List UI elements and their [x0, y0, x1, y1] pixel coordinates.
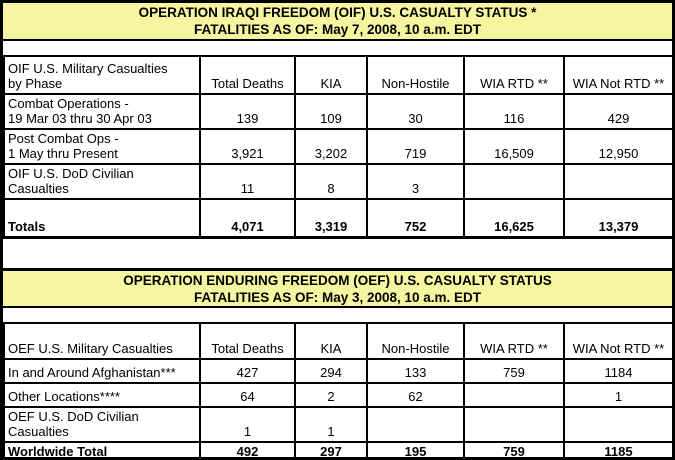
- column-header-non-hostile: Non-Hostile: [367, 323, 464, 359]
- column-header-total-deaths: Total Deaths: [200, 323, 295, 359]
- value-cell: 195: [367, 442, 464, 460]
- value-cell: 30: [367, 94, 464, 129]
- table-row-other-locations: [4, 383, 673, 407]
- value-cell: 3,921: [200, 129, 295, 164]
- value-cell: 2: [295, 383, 367, 407]
- column-header-kia: KIA: [295, 56, 367, 94]
- oef-header-band: [3, 268, 672, 308]
- value-cell: 3: [367, 164, 464, 199]
- value-cell: 759: [464, 442, 564, 460]
- row-label-worldwide-total: Worldwide Total: [4, 442, 200, 460]
- value-cell: 1: [295, 407, 367, 442]
- table-row-oif-civilian: [4, 164, 673, 199]
- oef-casualty-table: [3, 322, 674, 460]
- value-cell: 1: [564, 383, 673, 407]
- table-row-worldwide-total: [4, 442, 673, 460]
- value-cell: 11: [200, 164, 295, 199]
- oef-title: OPERATION ENDURING FREEDOM (OEF) U.S. CASUALTY STATUS: [123, 272, 552, 288]
- oif-casualty-table: [3, 55, 674, 239]
- column-header-wia-rtd: WIA RTD **: [464, 323, 564, 359]
- value-cell: 294: [295, 359, 367, 383]
- value-cell: 8: [295, 164, 367, 199]
- value-cell: [464, 383, 564, 407]
- oif-subtitle: FATALITIES AS OF: May 7, 2008, 10 a.m. EDT: [193, 22, 482, 37]
- spacer: [3, 41, 672, 55]
- column-header-wia-rtd: WIA RTD **: [464, 56, 564, 94]
- table-row-afghanistan: [4, 359, 673, 383]
- value-cell: 427: [200, 359, 295, 383]
- value-cell: [464, 407, 564, 442]
- value-cell: 1185: [564, 442, 673, 460]
- row-label: Combat Operations - 19 Mar 03 thru 30 Apr 03: [4, 94, 200, 129]
- value-cell: 759: [464, 359, 564, 383]
- row-label: Post Combat Ops - 1 May thru Present: [4, 129, 200, 164]
- value-cell: 133: [367, 359, 464, 383]
- value-cell: 752: [367, 199, 464, 237]
- value-cell: [564, 164, 673, 199]
- value-cell: 13,379: [564, 199, 673, 237]
- oef-header-row: [4, 323, 673, 359]
- table-row-post-combat-ops: [4, 129, 673, 164]
- value-cell: 1184: [564, 359, 673, 383]
- oif-header-band: [3, 3, 672, 41]
- row-label: In and Around Afghanistan***: [4, 359, 200, 383]
- value-cell: 3,319: [295, 199, 367, 237]
- spacer: [3, 308, 672, 322]
- oif-row-label-header: OIF U.S. Military Casualties by Phase: [4, 56, 200, 94]
- column-header-total-deaths: Total Deaths: [200, 56, 295, 94]
- oef-row-label-header: OEF U.S. Military Casualties: [4, 323, 200, 359]
- column-header-kia: KIA: [295, 323, 367, 359]
- value-cell: 12,950: [564, 129, 673, 164]
- value-cell: 719: [367, 129, 464, 164]
- value-cell: [564, 407, 673, 442]
- value-cell: 16,509: [464, 129, 564, 164]
- value-cell: 429: [564, 94, 673, 129]
- value-cell: 1: [200, 407, 295, 442]
- value-cell: 297: [295, 442, 367, 460]
- value-cell: 3,202: [295, 129, 367, 164]
- value-cell: [464, 164, 564, 199]
- value-cell: 4,071: [200, 199, 295, 237]
- value-cell: 109: [295, 94, 367, 129]
- oif-title: OPERATION IRAQI FREEDOM (OIF) U.S. CASUALTY STATUS *: [138, 5, 537, 20]
- value-cell: 62: [367, 383, 464, 407]
- value-cell: 64: [200, 383, 295, 407]
- value-cell: [367, 407, 464, 442]
- column-header-wia-not-rtd: WIA Not RTD **: [564, 323, 673, 359]
- row-label: OIF U.S. DoD Civilian Casualties: [4, 164, 200, 199]
- row-label-totals: Totals: [4, 199, 200, 237]
- column-header-wia-not-rtd: WIA Not RTD **: [564, 56, 673, 94]
- table-row-oef-civilian: [4, 407, 673, 442]
- oif-header-row: [4, 56, 673, 94]
- value-cell: 16,625: [464, 199, 564, 237]
- value-cell: 492: [200, 442, 295, 460]
- row-label: Other Locations****: [4, 383, 200, 407]
- oef-subtitle: FATALITIES AS OF: May 3, 2008, 10 a.m. EDT: [193, 289, 482, 305]
- table-row-totals: [4, 199, 673, 237]
- row-label: OEF U.S. DoD Civilian Casualties: [4, 407, 200, 442]
- table-row-combat-operations: [4, 94, 673, 129]
- column-header-non-hostile: Non-Hostile: [367, 56, 464, 94]
- value-cell: 139: [200, 94, 295, 129]
- value-cell: 116: [464, 94, 564, 129]
